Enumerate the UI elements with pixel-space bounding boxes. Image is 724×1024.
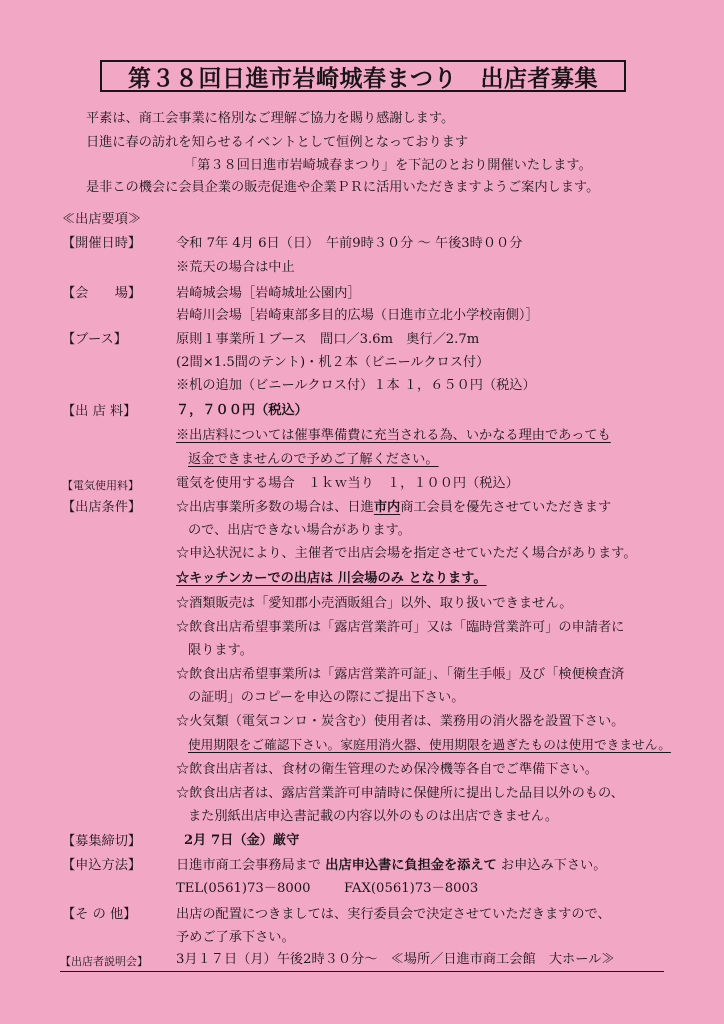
condition-6: ☆飲食出店希望事業所は「露店営業許可証」、「衛生手帳」及び「検便検査済 — [176, 667, 625, 682]
condition-5: ☆飲食出店希望事業所は「露店営業許可」又は「臨時営業許可」の申請者に — [176, 620, 625, 635]
electric-label: 【電気使用料】 — [62, 479, 139, 492]
condition-2: ☆申込状況により、主催者で出店会場を指定させていただく場合があります。 — [176, 546, 637, 561]
date-value: 令和 7年 4月 6日（日） 午前9時３０分 ～ 午後3時００分 — [176, 236, 523, 251]
condition-1 — [176, 498, 611, 518]
booth-line-2: (2間×1.5間のテント)・机２本（ビニールクロス付） — [176, 355, 490, 370]
other-line-1: 出店の配置につきましては、実行委員会で決定させていただきますので、 — [176, 907, 611, 922]
condition-9: ☆飲食出店者は、露店営業許可申請時に保健所に提出した品目以外のもの、 — [176, 786, 624, 801]
date-note: ※荒天の場合は中止 — [176, 260, 295, 275]
booth-line-3: ※机の追加（ビニールクロス付）１本 １，６５０円（税込） — [176, 378, 536, 393]
deadline-value: 2月 7日（金）厳守 — [184, 833, 300, 848]
date-label: 【開催日時】 — [62, 236, 142, 251]
apply-line-1-emphasis: 出店申込書に負担金を添えて — [325, 858, 497, 873]
venue-label: 【会 場】 — [62, 286, 142, 301]
intro-line-2: 日進に春の訪れを知らせるイベントとして恒例となっております — [86, 135, 469, 150]
briefing-value: 3月１７日（月）午後2時３０分～ ≪場所／日進市商工会館 大ホール≫ — [176, 952, 615, 967]
apply-line-1-a: 日進市商工会事務局まで — [176, 858, 322, 873]
apply-label: 【申込方法】 — [62, 858, 142, 873]
venue-line-1: 岩崎城会場［岩崎城址公園内］ — [176, 286, 361, 301]
other-line-2: 予めご了承下さい。 — [176, 930, 295, 945]
condition-1-part-c: 商工会員を優先させていただきま — [400, 500, 598, 515]
deadline-label: 【募集締切】 — [62, 834, 142, 849]
fee-note-2: 返金できませんので予めご了解ください。 — [188, 452, 439, 467]
condition-7: ☆火気類（電気コンロ・炭含む）使用者は、業務用の消火器を設置下さい。 — [176, 714, 625, 729]
apply-line-1-c: お申込み下さい。 — [500, 858, 607, 873]
fee-value: ７，７００円（税込） — [176, 403, 308, 418]
condition-1-part-a: ☆出店事業所多数の場合は、日進 — [176, 500, 374, 515]
venue-line-2: 岩崎川会場［岩崎東部多目的広場（日進市立北小学校南側）］ — [176, 308, 539, 323]
condition-7-cont: 使用期限をご確認下さい。家庭用消火器、使用期限を過ぎたものは使用できません。 — [188, 737, 671, 752]
booth-line-1: 原則１事業所１ブース 間口／3.6m 奥行／2.7m — [176, 332, 480, 347]
intro-line-3: 「第３８回日進市岩崎城春まつり」を下記のとおり開催いたします。 — [184, 158, 592, 173]
conditions-label: 【出店条件】 — [62, 500, 142, 515]
condition-1-part-d: す — [598, 500, 612, 515]
condition-3: ☆キッチンカーでの出店は 川会場のみ となります。 — [176, 571, 487, 586]
other-label: 【そ の 他】 — [62, 907, 137, 922]
briefing-label: 【出店者説明会】 — [60, 955, 148, 968]
apply-fax: FAX(0561)73－8003 — [344, 881, 479, 896]
condition-1-emphasis: 市内 — [373, 500, 401, 515]
apply-line-1 — [176, 856, 606, 876]
section-heading: ≪出店要項≫ — [62, 212, 142, 227]
condition-1-cont: ので、出店できない場合があります。 — [188, 523, 411, 538]
intro-line-1: 平素は、商工会事業に格別なご理解ご協力を賜り感謝します。 — [86, 111, 455, 126]
fee-label: 【出 店 料】 — [62, 404, 137, 419]
electric-value: 電気を使用する場合 １ｋｗ当り １，１００円（税込） — [176, 476, 519, 491]
intro-line-4: 是非この機会に会員企業の販売促進や企業ＰＲに活用いただきますようご案内します。 — [86, 180, 600, 195]
flyer-title-box — [100, 60, 626, 92]
apply-tel: TEL(0561)73－8000 — [176, 881, 311, 896]
condition-5-cont: 限ります。 — [188, 643, 253, 658]
fee-note-1: ※出店料については催事準備費に充当される為、いかなる理由であっても — [176, 428, 611, 443]
condition-9-cont: また別紙出店申込書記載の内容以外のものは出店できません。 — [188, 809, 559, 824]
condition-4: ☆酒類販売は「愛知郡小売酒販組合」以外、取り扱いできません。 — [176, 596, 573, 611]
condition-8: ☆飲食出店者は、食材の衛生管理のため保冷機等各自でご準備下さい。 — [176, 762, 598, 777]
condition-6-cont: の証明」のコピーを申込の際にご提出下さい。 — [188, 690, 465, 705]
flyer-title: 第３８回日進市岩崎城春まつり 出店者募集 — [128, 64, 598, 92]
briefing-underline — [60, 971, 664, 972]
booth-label: 【ブース】 — [62, 332, 127, 347]
